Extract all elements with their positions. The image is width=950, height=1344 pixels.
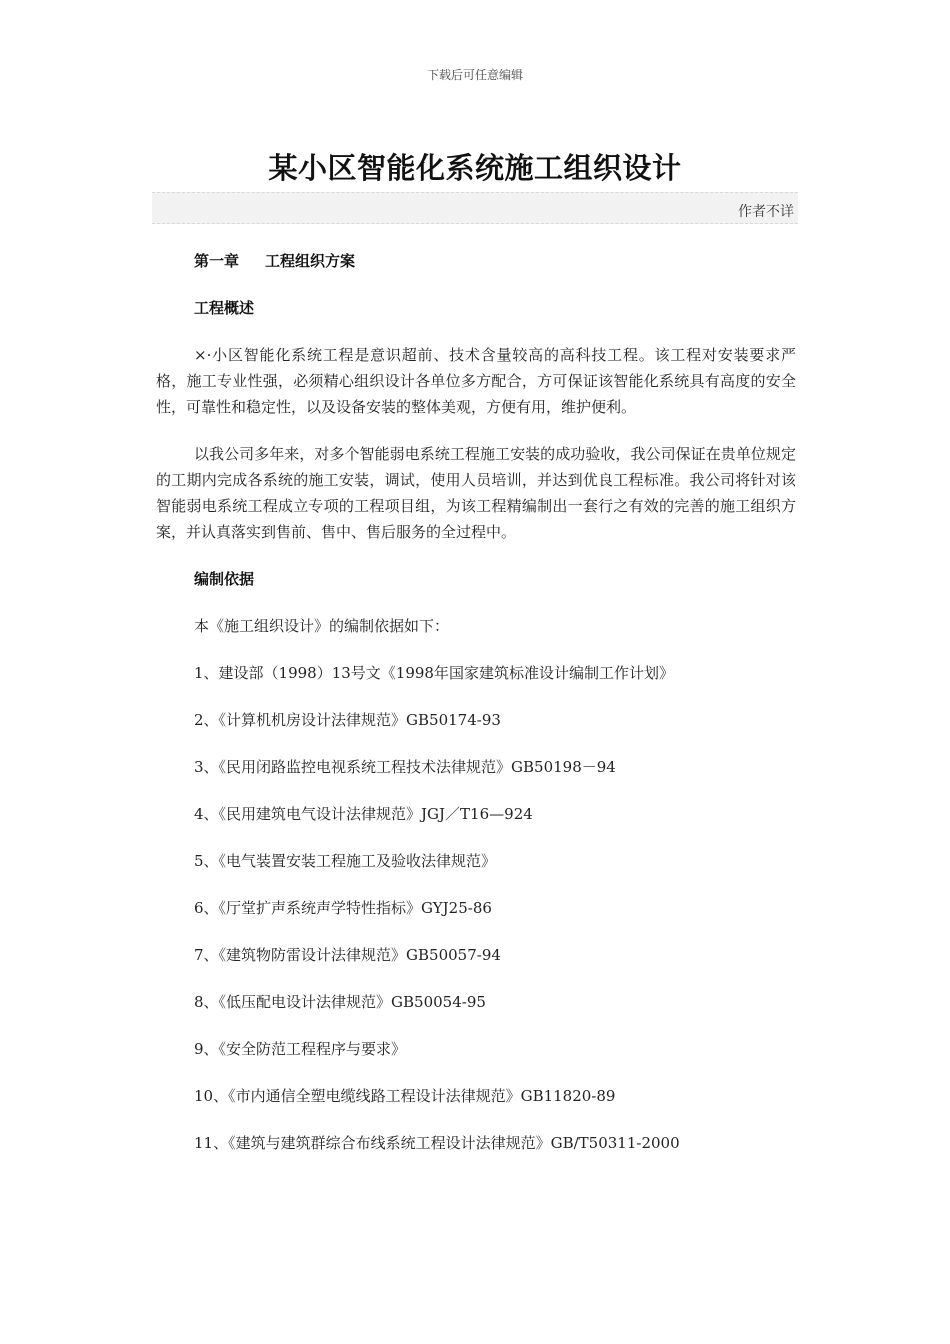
basis-list-item: 9、《安全防范工程程序与要求》 bbox=[194, 1040, 407, 1058]
basis-list-item: 7、《建筑物防雷设计法律规范》GB50057-94 bbox=[194, 946, 501, 964]
overview-paragraph: ×·小区智能化系统工程是意识超前、技术含量较高的高科技工程。该工程对安装要求严格，施工专业性强，必须精心组织设计各单位多方配合，方可保证该智能化系统具有高度的安全性，可靠性和稳定性，以及设备安装的整体美观，方便有用，维护便利。 bbox=[156, 346, 796, 416]
chapter-heading bbox=[156, 248, 796, 274]
basis-intro: 本《施工组织设计》的编制依据如下： bbox=[194, 617, 450, 635]
basis-list-item: 1、建设部（1998）13号文《1998年国家建筑标准设计编制工作计划》 bbox=[194, 664, 674, 682]
chapter-title: 工程组织方案 bbox=[265, 252, 356, 270]
document-title: 某小区智能化系统施工组织设计 bbox=[268, 151, 682, 185]
basis-list-item: 11、《建筑与建筑群综合布线系统工程设计法律规范》GB/T50311-2000 bbox=[194, 1134, 680, 1152]
basis-list-item: 5、《电气装置安装工程施工及验收法律规范》 bbox=[194, 852, 497, 870]
basis-list-item: 2、《计算机机房设计法律规范》GB50174-93 bbox=[194, 711, 501, 729]
basis-list-item: 4、《民用建筑电气设计法律规范》JGJ／T16—924 bbox=[194, 805, 533, 823]
basis-list-item: 10、《市内通信全塑电缆线路工程设计法律规范》GB11820-89 bbox=[194, 1087, 616, 1105]
section-heading-basis: 编制依据 bbox=[194, 570, 255, 588]
overview-paragraph: 以我公司多年来，对多个智能弱电系统工程施工安装的成功验收，我公司保证在贵单位规定的工期内完成各系统的施工安装，调试，使用人员培训，并达到优良工程标准。我公司将针对该智能弱电系统工程成立专项的工程项目组，为该工程精编制出一套行之有效的完善的施工组织方案，并认真落实到售前、售中、售后服务的全过程中。 bbox=[156, 445, 796, 541]
basis-list-item: 6、《厅堂扩声系统声学特性指标》GYJ25-86 bbox=[194, 899, 492, 917]
basis-list-item: 3、《民用闭路监控电视系统工程技术法律规范》GB50198－94 bbox=[194, 758, 616, 776]
author-bar bbox=[152, 192, 798, 224]
chapter-number: 第一章 bbox=[194, 252, 240, 270]
basis-list-item: 8、《低压配电设计法律规范》GB50054-95 bbox=[194, 993, 486, 1011]
section-heading-overview: 工程概述 bbox=[194, 299, 255, 317]
page-header-note: 下载后可任意编辑 bbox=[426, 68, 523, 82]
author-label: 作者不详 bbox=[738, 204, 794, 220]
document-body bbox=[156, 248, 796, 1177]
